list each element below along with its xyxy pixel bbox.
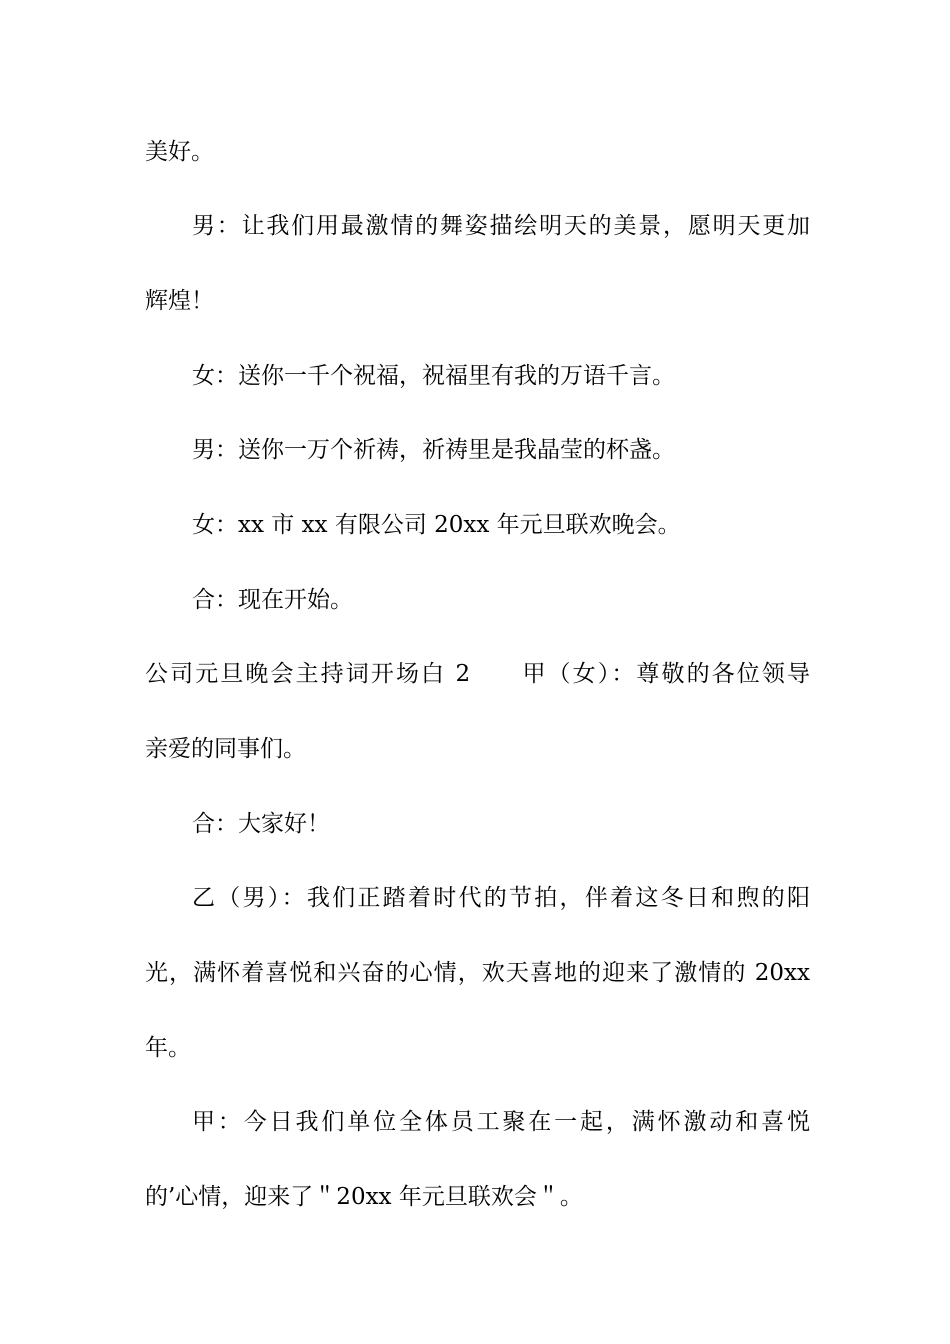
text-line: 美好。 [145, 139, 214, 165]
text-line: 年。 [145, 1035, 191, 1061]
text-line: 辉煌！ [145, 288, 214, 314]
text-line: 亲爱的同事们。 [145, 736, 306, 762]
text-line: 男：让我们用最激情的舞姿描绘明天的美景，愿明天更加 [192, 213, 810, 239]
text-line: 光，满怀着喜悦和兴奋的心情，欢天喜地的迎来了激情的 20xx [145, 960, 810, 986]
text-line: 女：xx 市 xx 有限公司 20xx 年元旦联欢晚会。 [192, 512, 681, 538]
text-line: 女：送你一千个祝福，祝福里有我的万语千言。 [192, 363, 675, 389]
text-line: 的’心情，迎来了＂20xx 年元旦联欢会＂。 [145, 1184, 583, 1210]
text-line: 公司元旦晚会主持词开场白 2 甲（女）：尊敬的各位领导 [145, 661, 810, 687]
text-line: 男：送你一万个祈祷，祈祷里是我晶莹的杯盏。 [192, 437, 675, 463]
text-line: 甲：今日我们单位全体员工聚在一起，满怀激动和喜悦 [192, 1109, 810, 1135]
text-line: 乙（男）：我们正踏着时代的节拍，伴着这冬日和煦的阳 [192, 885, 810, 911]
text-line: 合：现在开始。 [192, 587, 353, 613]
text-line: 合：大家好！ [192, 811, 330, 837]
